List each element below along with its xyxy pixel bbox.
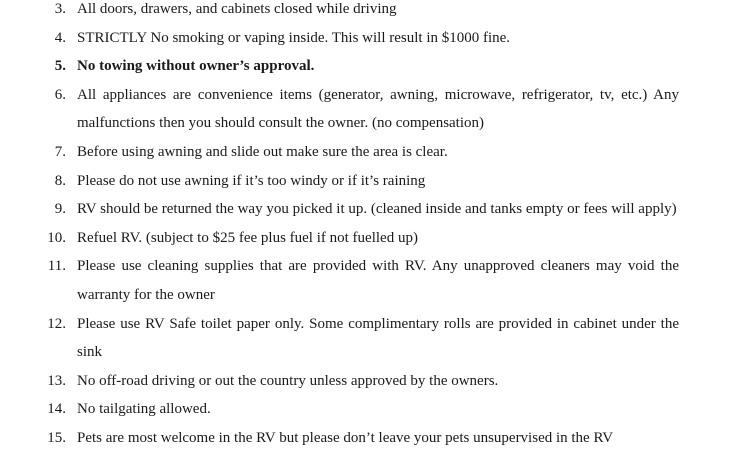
rule-text: Please do not use awning if it’s too windy or if it’s raining (77, 172, 426, 189)
rule-item (0, 252, 731, 309)
rule-number: 9. (54, 201, 66, 218)
rule-text: Pets are most welcome in the RV but please don’t leave your pets unsupervised in the RV (77, 429, 614, 446)
rule-number: 6. (54, 86, 66, 103)
rule-item (0, 195, 731, 224)
rule-item (0, 52, 731, 81)
rule-text: Please use RV Safe toilet paper only. Some complimentary rolls are provided in cabinet under the sink (77, 315, 679, 361)
rule-item (0, 0, 731, 24)
rule-number: 13. (47, 372, 66, 389)
rule-item (0, 395, 731, 424)
rule-number: 12. (47, 315, 66, 332)
rule-text: No towing without owner’s approval. (77, 58, 315, 75)
rule-number: 7. (54, 143, 66, 160)
rule-item (0, 138, 731, 167)
rule-number: 15. (47, 429, 66, 446)
rule-item (0, 24, 731, 53)
rule-number: 10. (47, 229, 66, 246)
rule-text: Please use cleaning supplies that are provided with RV. Any unapproved cleaners may void the warranty for the owner (77, 258, 679, 303)
rule-item (0, 81, 731, 138)
rule-item (0, 167, 731, 196)
rule-text: No off-road driving or out the country unless approved by the owners. (77, 372, 499, 389)
rule-text: Before using awning and slide out make sure the area is clear. (77, 143, 448, 160)
rule-text: All doors, drawers, and cabinets closed while driving (77, 1, 397, 17)
rule-number: 5. (54, 58, 66, 75)
rule-text: No tailgating allowed. (77, 401, 211, 418)
rule-text: STRICTLY No smoking or vaping inside. This will result in $1000 fine. (77, 29, 511, 46)
rule-text: All appliances are convenience items (generator, awning, microwave, refrigerator, tv, etc.) Any malfunctions then you should consult the owner. (no compensation) (77, 86, 679, 132)
rule-number: 8. (54, 172, 66, 189)
rule-number: 14. (47, 401, 66, 418)
rule-number: 3. (54, 1, 66, 17)
rule-item (0, 310, 731, 367)
rule-number: 4. (54, 29, 66, 46)
rule-text: Refuel RV. (subject to $25 fee plus fuel if not fuelled up) (77, 229, 418, 246)
rule-item (0, 224, 731, 253)
rule-item (0, 367, 731, 396)
rule-number: 11. (47, 258, 66, 275)
rule-text: RV should be returned the way you picked it up. (cleaned inside and tanks empty or fees will apply) (77, 201, 677, 218)
rule-item (0, 424, 731, 453)
